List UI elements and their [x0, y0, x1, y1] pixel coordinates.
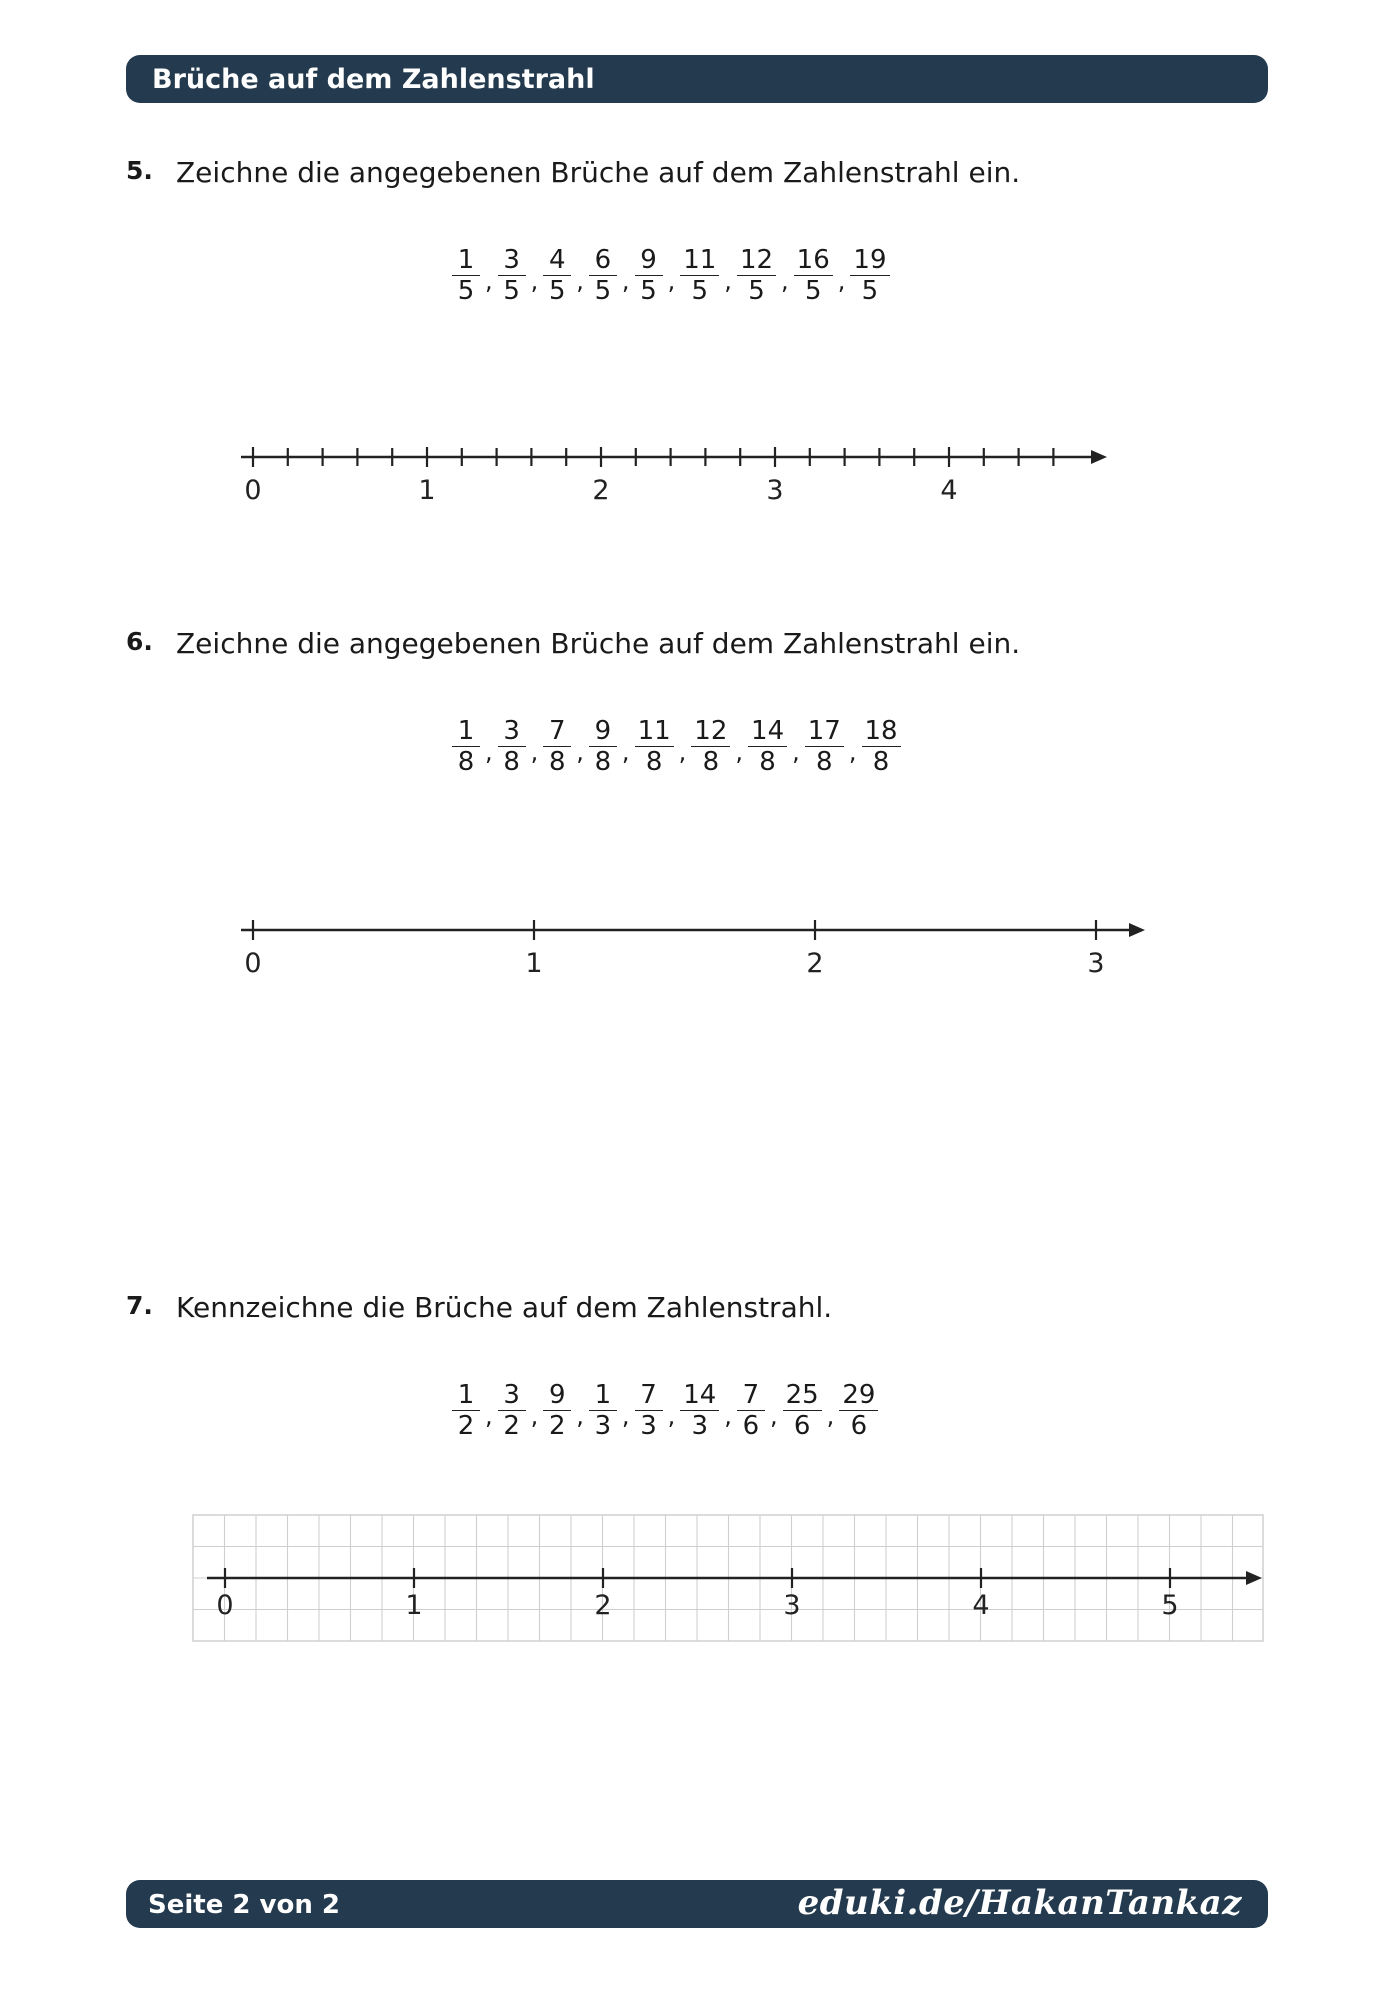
fraction-denominator: 5	[549, 276, 566, 306]
task-number: 6.	[126, 627, 153, 656]
fraction-separator: ,	[485, 737, 493, 766]
fraction-denominator: 2	[549, 1411, 566, 1441]
fraction-separator: ,	[735, 737, 744, 766]
fraction-separator: ,	[621, 1401, 630, 1430]
axis-label: 5	[1161, 1590, 1179, 1621]
fraction-numerator: 16	[796, 245, 830, 275]
fraction-denominator: 3	[594, 1411, 612, 1441]
axis-label: 1	[525, 948, 543, 979]
footer-bar	[126, 1880, 1268, 1928]
fraction-denominator: 5	[748, 276, 765, 306]
axis-label: 1	[418, 475, 436, 506]
fraction-separator: ,	[667, 1401, 676, 1430]
fraction-denominator: 3	[640, 1411, 657, 1441]
axis-label: 4	[940, 475, 958, 506]
fraction-numerator: 25	[785, 1380, 819, 1410]
fraction-numerator: 1	[594, 1380, 612, 1410]
fraction-separator: ,	[530, 266, 539, 295]
fraction-denominator: 6	[742, 1411, 760, 1441]
fraction-denominator: 2	[503, 1411, 520, 1441]
fraction-separator: ,	[837, 266, 846, 295]
task-instruction: Zeichne die angegebenen Brüche auf dem Zahlenstrahl ein.	[176, 627, 1021, 660]
fraction-numerator: 6	[594, 245, 612, 275]
fraction-separator: ,	[530, 737, 539, 766]
fraction-numerator: 7	[549, 716, 566, 746]
fraction-denominator: 8	[759, 747, 776, 777]
fraction-separator: ,	[485, 1401, 493, 1430]
fraction-denominator: 5	[640, 276, 657, 306]
fraction-separator: ,	[769, 1401, 778, 1430]
fraction-separator: ,	[576, 737, 584, 766]
fraction-numerator: 3	[503, 1380, 520, 1410]
fraction-separator: ,	[485, 266, 493, 295]
fraction-denominator: 8	[457, 747, 475, 777]
fraction-separator: ,	[576, 266, 584, 295]
fraction-numerator: 1	[457, 716, 475, 746]
fraction-denominator: 8	[872, 747, 890, 777]
axis-label: 3	[1087, 948, 1105, 979]
fraction-numerator: 11	[683, 245, 717, 275]
fraction-denominator: 8	[503, 747, 520, 777]
fraction-numerator: 9	[594, 716, 612, 746]
fraction-separator: ,	[678, 737, 687, 766]
axis-label: 1	[405, 1590, 423, 1621]
fraction-numerator: 12	[694, 716, 728, 746]
fraction-separator: ,	[724, 266, 732, 295]
axis-label: 0	[216, 1590, 234, 1621]
fraction-numerator: 12	[739, 245, 774, 275]
fraction-denominator: 5	[691, 276, 709, 306]
axis-label: 2	[806, 948, 824, 979]
fraction-denominator: 8	[594, 747, 612, 777]
fraction-numerator: 4	[549, 245, 566, 275]
page-indicator: Seite 2 von 2	[148, 1890, 340, 1920]
fraction-denominator: 5	[503, 276, 520, 306]
axis-label: 2	[592, 475, 610, 506]
fraction-separator: ,	[781, 266, 789, 295]
fraction-numerator: 14	[683, 1380, 717, 1410]
fraction-denominator: 8	[645, 747, 663, 777]
fraction-denominator: 8	[549, 747, 566, 777]
fraction-denominator: 6	[850, 1411, 868, 1441]
fraction-denominator: 2	[457, 1411, 475, 1441]
fraction-numerator: 3	[503, 716, 520, 746]
fraction-numerator: 29	[842, 1380, 876, 1410]
fraction-numerator: 1	[457, 245, 475, 275]
fraction-numerator: 1	[457, 1380, 475, 1410]
fraction-numerator: 14	[751, 716, 785, 746]
axis-label: 2	[594, 1590, 612, 1621]
fraction-numerator: 18	[864, 716, 898, 746]
fraction-separator: ,	[530, 1401, 539, 1430]
fraction-separator: ,	[724, 1401, 732, 1430]
fraction-denominator: 5	[804, 276, 822, 306]
brand-logo: eduki.de/HakanTankaz	[797, 1883, 1242, 1923]
axis-label: 3	[783, 1590, 801, 1621]
fraction-separator: ,	[848, 737, 857, 766]
worksheet-title: Brüche auf dem Zahlenstrahl	[152, 64, 595, 95]
fraction-numerator: 9	[640, 245, 657, 275]
axis-label: 4	[972, 1590, 990, 1621]
fraction-denominator: 5	[457, 276, 475, 306]
fraction-separator: ,	[792, 737, 800, 766]
fraction-numerator: 17	[807, 716, 841, 746]
fraction-separator: ,	[621, 737, 630, 766]
fraction-numerator: 7	[742, 1380, 760, 1410]
fraction-numerator: 3	[503, 245, 520, 275]
fraction-separator: ,	[576, 1401, 584, 1430]
fraction-numerator: 19	[853, 245, 887, 275]
fraction-numerator: 7	[640, 1380, 657, 1410]
axis-label: 0	[244, 475, 262, 506]
fraction-separator: ,	[667, 266, 676, 295]
task-instruction: Kennzeichne die Brüche auf dem Zahlenstrahl.	[176, 1291, 833, 1324]
fraction-denominator: 6	[793, 1411, 811, 1441]
task-instruction: Zeichne die angegebenen Brüche auf dem Zahlenstrahl ein.	[176, 156, 1021, 189]
axis-label: 3	[766, 475, 784, 506]
task-number: 7.	[126, 1291, 153, 1320]
fraction-denominator: 8	[816, 747, 833, 777]
fraction-denominator: 5	[861, 276, 879, 306]
fraction-separator: ,	[621, 266, 630, 295]
fraction-denominator: 5	[594, 276, 612, 306]
fraction-denominator: 8	[702, 747, 720, 777]
fraction-numerator: 11	[637, 716, 671, 746]
task-number: 5.	[126, 156, 153, 185]
fraction-numerator: 9	[549, 1380, 566, 1410]
axis-label: 0	[244, 948, 262, 979]
fraction-denominator: 3	[691, 1411, 709, 1441]
fraction-separator: ,	[826, 1401, 835, 1430]
